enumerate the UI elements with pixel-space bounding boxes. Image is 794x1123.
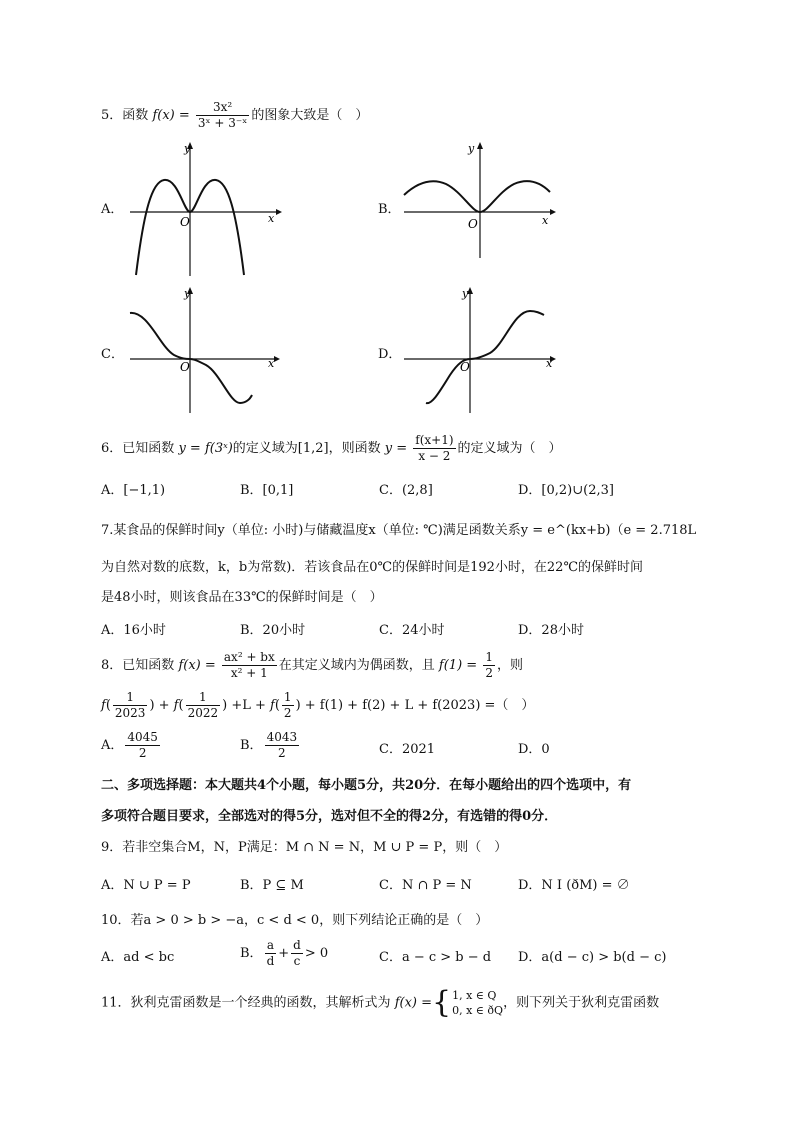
q6-fraction — [413, 433, 455, 464]
q10-option-d[interactable]: D．a(d − c) > b(d − c) — [518, 950, 667, 965]
q5-c-x: x — [268, 357, 275, 370]
q10-option-a[interactable]: A．ad < bc — [101, 950, 175, 965]
q10-options — [101, 938, 721, 969]
q5-label-d: D． — [378, 347, 402, 362]
q11-brace: { — [432, 985, 452, 1020]
q6-option-a[interactable]: A．[−1,1) — [101, 483, 166, 498]
q5-den: 3ˣ + 3⁻ˣ — [197, 116, 248, 130]
q8-tail: ，则 — [496, 658, 523, 673]
q6-tail: 的定义域为（ ） — [457, 441, 562, 456]
q5-d-o: O — [460, 360, 470, 374]
q5-stem — [101, 100, 368, 131]
q8-sum-frac2 — [186, 690, 221, 721]
q6-mid: 的定义域为[1,2]，则函数 — [232, 441, 381, 456]
q5-graph-a — [126, 140, 286, 280]
q8-sum-f1: f — [101, 698, 106, 713]
q7-option-a[interactable]: A．16小时 — [101, 623, 166, 638]
q10-option-b-n2: d — [293, 938, 301, 952]
q8-option-b-num: 4043 — [266, 730, 298, 744]
q11-case2: 0, x ∈ ðQ — [452, 1004, 504, 1017]
q6-expr2: y = — [384, 441, 408, 456]
q10-option-b-frac2 — [291, 938, 303, 969]
q5-label-c: C． — [101, 347, 124, 362]
q9-option-c[interactable]: C．N ∩ P = N — [379, 878, 472, 893]
q8-fraction — [222, 650, 277, 681]
q5-graph-b — [400, 140, 560, 280]
q7-line3: 是48小时，则该食品在33℃的保鲜时间是（ ） — [101, 590, 383, 605]
q7-option-c[interactable]: C．24小时 — [379, 623, 445, 638]
q10-option-b[interactable]: B． $\frac{a}{d}$ + $\frac{d}{c}$ > 0 — [240, 938, 329, 968]
q10-option-b-d2: c — [293, 954, 301, 968]
section2-line1: 二、多项选择题：本大题共4个小题，每小题5分，共20分．在每小题给出的四个选项中，有 — [101, 778, 632, 793]
q10-option-b-tail: > 0 — [304, 946, 329, 961]
q7-option-d[interactable]: D．28小时 — [518, 623, 584, 638]
q8-sum-n3: 1 — [283, 690, 292, 704]
q9-option-a[interactable]: A．N ∪ P = P — [101, 878, 191, 893]
q6-option-c[interactable]: C．(2,8] — [379, 483, 433, 498]
q6-num: f(x+1) — [415, 433, 454, 447]
q5-a-o: O — [180, 215, 190, 229]
q8-den: x² + 1 — [230, 666, 268, 680]
q8-stem — [101, 650, 523, 681]
q5-b-x: x — [542, 214, 549, 227]
q5-graph-c — [126, 285, 286, 415]
q8-option-b-label: B． — [240, 738, 263, 753]
q6-den: x − 2 — [418, 449, 451, 463]
q8-mid: 在其定义域内为偶函数，且 — [278, 658, 435, 673]
q9-option-d[interactable]: D．N I (ðM) = ∅ — [518, 878, 630, 893]
q10-option-b-d1: d — [266, 954, 275, 968]
q8-sum-n2: 1 — [186, 690, 221, 706]
q5-d-y: y — [462, 287, 469, 300]
q8-option-b[interactable] — [240, 730, 379, 761]
q8-number: 8． — [101, 658, 123, 673]
q5-number: 5． — [101, 108, 123, 123]
q6-expr1: y = f(3ˣ) — [178, 441, 233, 456]
q8-sum-d3: 2 — [283, 706, 292, 720]
q8-sum-rest: + f(1) + f(2) + L + f(2023) =（ ） — [304, 698, 535, 713]
q7-options — [101, 619, 721, 638]
q5-label-b: B． — [378, 202, 401, 217]
q8-option-c[interactable]: C．2021 — [379, 742, 436, 757]
q8-sum-f3: f — [270, 698, 275, 713]
q6-option-d[interactable]: D．[0,2)∪(2,3] — [518, 483, 614, 498]
q9-options — [101, 874, 721, 893]
q8-option-a-num: 4045 — [127, 730, 158, 744]
q8-cond: f(1) = — [438, 658, 478, 673]
q8-half — [483, 650, 495, 681]
q8-option-b-frac — [265, 730, 300, 761]
q5-b-o: O — [468, 217, 478, 231]
q8-half-den: 2 — [485, 666, 493, 680]
q8-sum-dots: +L + — [231, 698, 266, 713]
q8-option-a[interactable] — [101, 730, 240, 761]
q5-c-y: y — [184, 287, 191, 300]
q7-line1: 7.某食品的保鲜时间y（单位: 小时)与储藏温度x（单位: ℃)满足函数关系y = e^(kx+b)（e = 2.718L — [101, 523, 697, 538]
q5-d-x: x — [546, 357, 553, 370]
q8-half-num: 1 — [485, 650, 493, 664]
q10-option-c[interactable]: C．a − c > b − d — [379, 950, 492, 965]
q11-cases — [452, 988, 503, 1018]
q8-lead: 已知函数 — [122, 658, 175, 673]
q5-func: f(x) = — [152, 108, 190, 123]
q6-options — [101, 479, 721, 498]
q8-sum-frac1 — [113, 690, 148, 721]
q11-func: f(x) = — [394, 995, 432, 1011]
q8-sum: f( $\frac{1}{2023}$ ) + f( $\frac{1}{2022}$ ) +L + f( $\frac{1}{2}$ ) + f(1) + f(2) + L + f(2023) =（ ） — [101, 690, 535, 720]
q5-lead: 函数 — [122, 108, 149, 123]
q8-options — [101, 730, 721, 761]
q10-option-b-frac1 — [265, 938, 277, 969]
q10-stem: 10．若a > 0 > b > −a，c < d < 0，则下列结论正确的是（ ） — [101, 913, 489, 928]
q5-label-a: A． — [101, 202, 124, 217]
q5-fraction — [196, 100, 249, 131]
q10-option-b-n1: a — [265, 938, 277, 954]
q8-num: ax² + bx — [223, 650, 275, 664]
q6-stem — [101, 433, 562, 464]
q8-sum-frac3 — [282, 690, 294, 721]
q5-graph-d — [400, 285, 570, 415]
q8-sum-d1: 2023 — [114, 706, 146, 720]
q5-tail: 的图象大致是（ ） — [251, 108, 369, 123]
q5-a-x: x — [268, 212, 275, 225]
q9-option-b[interactable]: B．P ⊆ M — [240, 878, 304, 893]
q8-sum-d2: 2022 — [187, 706, 219, 720]
q7-option-b[interactable]: B．20小时 — [240, 623, 306, 638]
q8-option-b-den: 2 — [278, 746, 286, 760]
q8-sum-f2: f — [173, 698, 179, 713]
q11-case1: 1, x ∈ Q — [452, 989, 497, 1002]
q11-lead: 11．狄利克雷函数是一个经典的函数，其解析式为 — [101, 995, 391, 1011]
q5-num: 3x² — [196, 100, 249, 116]
q10-option-b-label: B． — [240, 946, 263, 961]
q11-stem — [101, 985, 660, 1020]
q8-option-a-frac — [125, 730, 160, 761]
q8-option-d[interactable]: D．0 — [518, 742, 550, 757]
q8-option-a-den: 2 — [138, 746, 147, 760]
q5-a-y: y — [184, 142, 191, 155]
q8-option-a-label: A． — [101, 738, 124, 753]
q7-line2: 为自然对数的底数，k，b为常数)．若该食品在0℃的保鲜时间是192小时，在22℃的保鲜时间 — [101, 560, 643, 575]
q5-b-y: y — [468, 142, 475, 155]
q6-number: 6． — [101, 441, 123, 456]
section2-line2: 多项符合题目要求，全部选对的得5分，选对但不全的得2分，有选错的得0分． — [101, 809, 558, 824]
q11-tail: ，则下列关于狄利克雷函数 — [503, 995, 660, 1011]
q5-c-o: O — [180, 360, 190, 374]
q8-func: f(x) = — [178, 658, 216, 673]
q6-option-b[interactable]: B．[0,1] — [240, 483, 294, 498]
q6-lead: 已知函数 — [122, 441, 175, 456]
q9-stem: 9．若非空集合M，N，P满足：M ∩ N = N，M ∪ P = P，则（ ） — [101, 840, 508, 855]
q8-sum-n1: 1 — [113, 690, 148, 706]
